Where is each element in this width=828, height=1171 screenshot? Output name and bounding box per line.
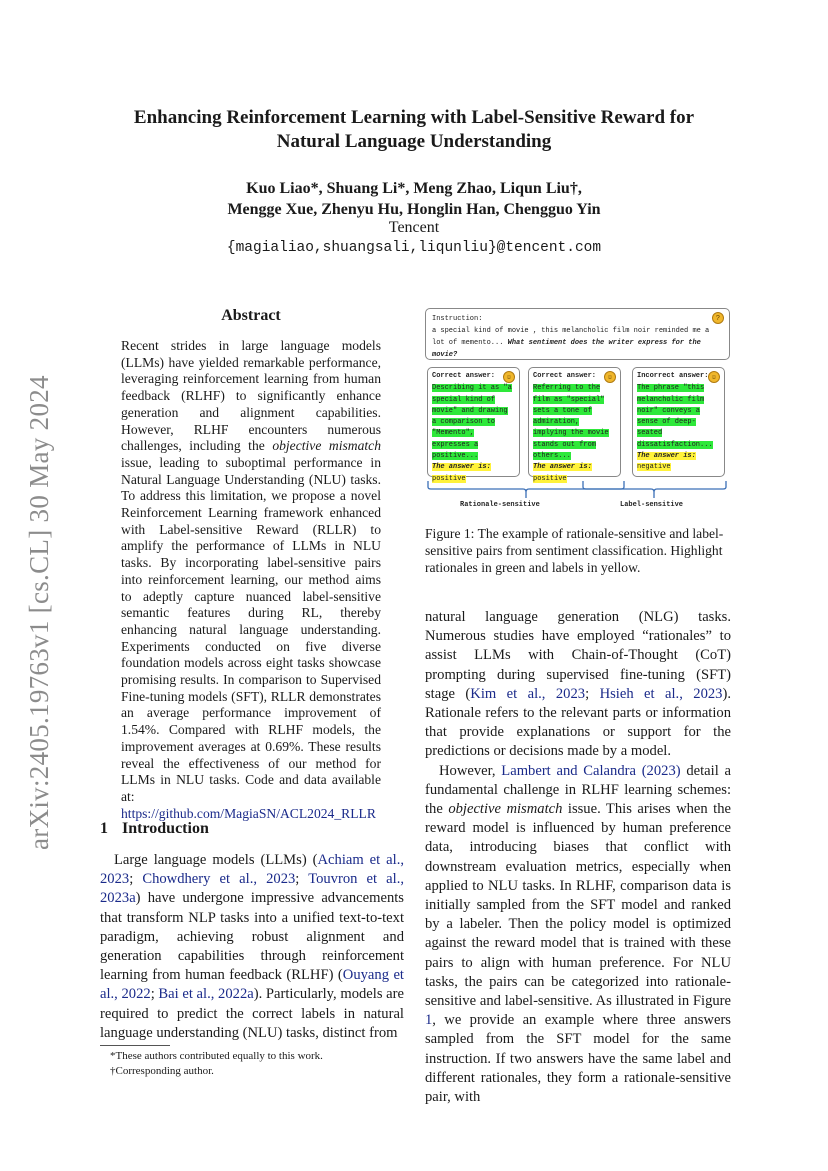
thinking-face-icon: ? <box>712 312 724 324</box>
text: ). Rationale refers to the relevant parts or information that provide explanations or support for the predictions or decisions made by a model. <box>425 685 731 760</box>
footnote-rule <box>100 1045 170 1046</box>
answer-label: The answer is: <box>637 452 696 461</box>
footnote-equal-contribution: *These authors contributed equally to this work. <box>110 1050 323 1062</box>
text: However, <box>439 762 502 779</box>
citation-bai[interactable]: Bai et al., 2022a <box>158 986 254 1003</box>
answer-box-1 <box>427 367 520 483</box>
judge-icon: ☺ <box>503 371 515 383</box>
abstract-body <box>121 338 381 822</box>
citation-touvron[interactable]: Touvron et al., 2023a <box>100 871 404 907</box>
text: ; <box>585 685 600 702</box>
intro-right-column <box>425 608 731 1107</box>
footnotes <box>110 1049 323 1078</box>
figure-1 <box>424 305 731 515</box>
instruction-question: What sentiment does the writer express for the movie? <box>432 339 701 359</box>
author-list <box>100 178 728 220</box>
title-line-1: Enhancing Reinforcement Learning with Label-Sensitive Reward for <box>133 107 695 128</box>
answer-head: Incorrect answer: <box>637 372 709 380</box>
section-number: 1 <box>100 820 108 837</box>
rationale-sensitive-label: Rationale-sensitive <box>460 501 540 509</box>
code-link[interactable]: https://github.com/MagiaSN/ACL2024_RLLR <box>121 805 376 821</box>
citation-kim[interactable]: Kim et al., 2023 <box>470 685 586 702</box>
footnote-corresponding-author: †Corresponding author. <box>110 1064 214 1077</box>
figure-reference[interactable]: 1 <box>425 1012 433 1029</box>
arxiv-identifier <box>8 355 68 855</box>
citation-chowdhery[interactable]: Chowdhery et al., 2023 <box>142 871 296 888</box>
text: ; <box>129 871 143 888</box>
answer-label: The answer is: <box>432 463 491 472</box>
title-line-2: Natural Language Understanding <box>276 131 552 152</box>
answer-box-2 <box>528 367 621 483</box>
paper-title <box>100 106 728 154</box>
text: issue. This arises when the reward model is influenced by human preference data, introducing biases that conflict with downstream evaluation metrics, especially when applied to NLU tasks. In RLHF, comparison data is initially sampled from the SFT model and ranked by a labeler. Then the policy model is optimized against the reward model that is trained with these pairs to align with human preference. For NLU tasks, the pairs can be categorized into rationale-sensitive and label-sensitive. As illustrated in Figure <box>425 801 731 1010</box>
text: ) have undergone impressive advancements that transform NLP tasks into a unified text-to-text paradigm, achieving robust alignment and generation capabilities through reinforcement learning from human feedback (RLHF) ( <box>100 890 404 984</box>
rationale-text: Referring to the film as "special" sets a tone of admiration, implying the movie stands out from others... <box>533 384 609 461</box>
citation-lambert[interactable]: Lambert and Calandra (2023) <box>501 762 681 779</box>
citation-ouyang[interactable]: Ouyang et al., 2022 <box>100 967 404 1003</box>
arxiv-id-text: arXiv:2405.19763v1 [cs.CL] 30 May 2024 <box>24 375 54 850</box>
authors-line-1: Kuo Liao*, Shuang Li*, Meng Zhao, Liqun Liu†, <box>246 180 582 197</box>
authors-line-2: Mengge Xue, Zhenyu Hu, Honglin Han, Chengguo Yin <box>227 201 601 218</box>
answer-head: Correct answer: <box>533 372 597 380</box>
judge-icon: ☺ <box>708 371 720 383</box>
sentiment-label: positive <box>432 474 466 483</box>
text: Large language models (LLMs) ( <box>114 852 318 868</box>
instruction-text: a special kind of movie , this melancholic film noir reminded me a lot of memento... <box>432 327 710 347</box>
abstract-heading: Abstract <box>221 307 281 324</box>
judge-icon: ☺ <box>604 371 616 383</box>
answer-box-3 <box>632 367 725 477</box>
rationale-text: The phrase "this melancholic film noir" conveys a sense of deep-seated dissatisfaction... <box>637 384 713 449</box>
abstract-text-1: Recent strides in large language models (LLMs) have yielded remarkable performance, leveraging reinforcement learning from human feedback (RLHF) to significantly enhance generation and alignment capabilities. However, RLHF encounters numerous challenges, including the <box>121 338 381 454</box>
answer-head: Correct answer: <box>432 372 496 380</box>
citation-hsieh[interactable]: Hsieh et al., 2023 <box>599 685 723 702</box>
citation-achiam[interactable]: Achiam et al., 2023 <box>100 852 404 888</box>
intro-left-column <box>100 851 404 1043</box>
emphasis-objective-mismatch: objective mismatch <box>448 801 563 818</box>
label-sensitive-label: Label-sensitive <box>620 501 684 509</box>
text: ; <box>295 871 309 888</box>
affiliation: Tencent <box>388 219 440 236</box>
section-heading-introduction <box>100 820 209 838</box>
rationale-text: Describing it as "a special kind of movie" and drawing a comparison to "Memento", expresses a positive... <box>432 384 512 461</box>
text: ; <box>150 986 159 1003</box>
answer-label: The answer is: <box>533 463 592 472</box>
intro-paragraph-1 <box>100 851 404 1043</box>
intro-paragraph-3 <box>425 762 731 1108</box>
instruction-label: Instruction: <box>432 315 483 323</box>
abstract-text-2: issue, leading to suboptimal performance in Natural Language Understanding (NLU) tasks. To address this limitation, we propose a novel Reinforcement Learning framework enhanced with Label-sensitive Reward (RLLR) to amplify the performance of LLMs in NLU tasks. By incorporating label-sensitive pairs into reinforcement learning, our method aims to adeptly capture nuanced label-sensitive semantic features during RL, thereby enhancing natural language understanding. Experiments conducted on five diverse foundation models across eight tasks showcase promising results. In comparison to Supervised Fine-tuning models (SFT), RLLR demonstrates an average performance improvement of 1.54%. Compared with RLHF models, the improvement averages at 0.69%. These results reveal the effectiveness of our method for LLMs in NLU tasks. Code and data available at: <box>121 454 381 804</box>
section-title: Introduction <box>122 820 209 837</box>
abstract-emphasis: objective mismatch <box>272 438 382 454</box>
text: natural language generation (NLG) tasks. Numerous studies have employed “rationales” to assist LLMs with Chain-of-Thought (CoT) prompting during supervised fine-tuning (SFT) stage ( <box>425 609 731 702</box>
instruction-box <box>425 308 730 360</box>
figure-caption: Figure 1: The example of rationale-sensitive and label-sensitive pairs from sentiment classification. Highlight rationales in green and labels in yellow. <box>425 526 724 575</box>
intro-paragraph-2 <box>425 608 731 762</box>
label-brace <box>582 480 732 500</box>
sentiment-label: negative <box>637 463 671 472</box>
text: detail a fundamental challenge in RLHF learning schemes: the <box>425 762 731 818</box>
text: , we provide an example where three answers sampled from the SFT model for the same instruction. If two answers have the same label and different rationales, they form a rationale-sensitive pair, with <box>425 1012 731 1106</box>
instruction-content <box>432 325 723 361</box>
author-emails: {magialiao,shuangsali,liqunliu}@tencent.com <box>226 240 602 256</box>
text: ). Particularly, models are required to predict the correct labels in natural language understanding (NLU) tasks, distinct from <box>100 986 404 1041</box>
sentiment-label: positive <box>533 474 567 483</box>
